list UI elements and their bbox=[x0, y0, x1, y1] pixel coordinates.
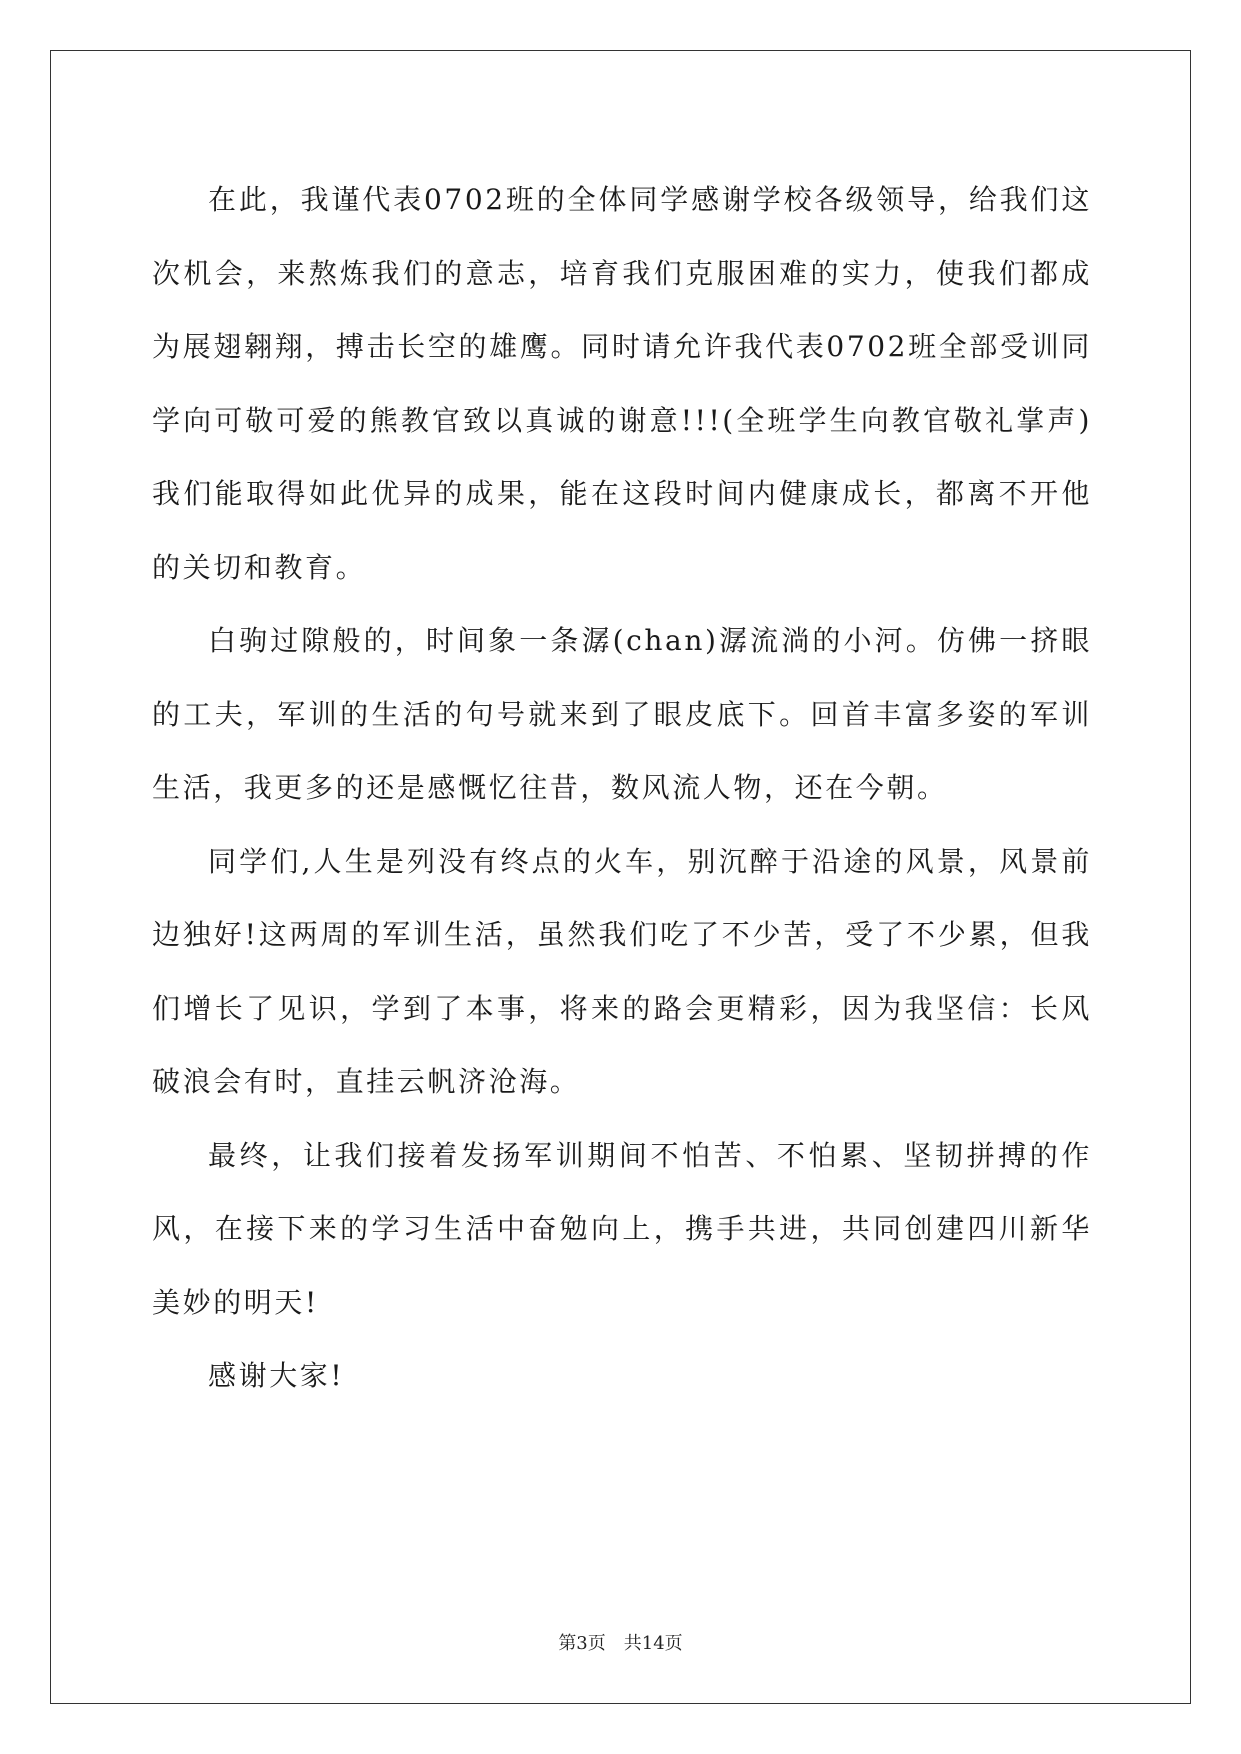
paragraph-thank-you: 感谢大家! bbox=[208, 1359, 345, 1392]
page-total: 共14页 bbox=[623, 1633, 683, 1654]
paragraph-life-train: 同学们,人生是列没有终点的火车，别沉醉于沿途的风景，风景前边独好!这两周的军训生活，虽然我们吃了不少苦，受了不少累，但我们增长了见识，学到了本事，将来的路会更精彩，因为我坚信：长风破浪会有时，直挂云帆济沧海。 bbox=[152, 844, 1092, 1098]
page-number: 第3页 bbox=[558, 1633, 606, 1654]
paragraph-time-passing: 白驹过隙般的，时间象一条潺(chan)潺流淌的小河。仿佛一挤眼的工夫，军训的生活的句号就来到了眼皮底下。回首丰富多姿的军训生活，我更多的还是感慨忆往昔，数风流人物，还在今朝。 bbox=[152, 624, 1092, 804]
paragraph-closing: 最终，让我们接着发扬军训期间不怕苦、不怕累、坚韧拼搏的作风，在接下来的学习生活中奋勉向上，携手共进，共同创建四川新华美妙的明天! bbox=[152, 1138, 1092, 1319]
document-body bbox=[152, 163, 1092, 1413]
page-footer bbox=[0, 1629, 1241, 1655]
paragraph-thanks-leaders: 在此，我谨代表0702班的全体同学感谢学校各级领导，给我们这次机会，来熬炼我们的意志，培育我们克服困难的实力，使我们都成为展翅翱翔，搏击长空的雄鹰。同时请允许我代表0702班全部受训同学向可敬可爱的熊教官致以真诚的谢意!!!(全班学生向教官敬礼掌声)我们能取得如此优异的成果，能在这段时间内健康成长，都离不开他的关切和教育。 bbox=[152, 183, 1092, 584]
